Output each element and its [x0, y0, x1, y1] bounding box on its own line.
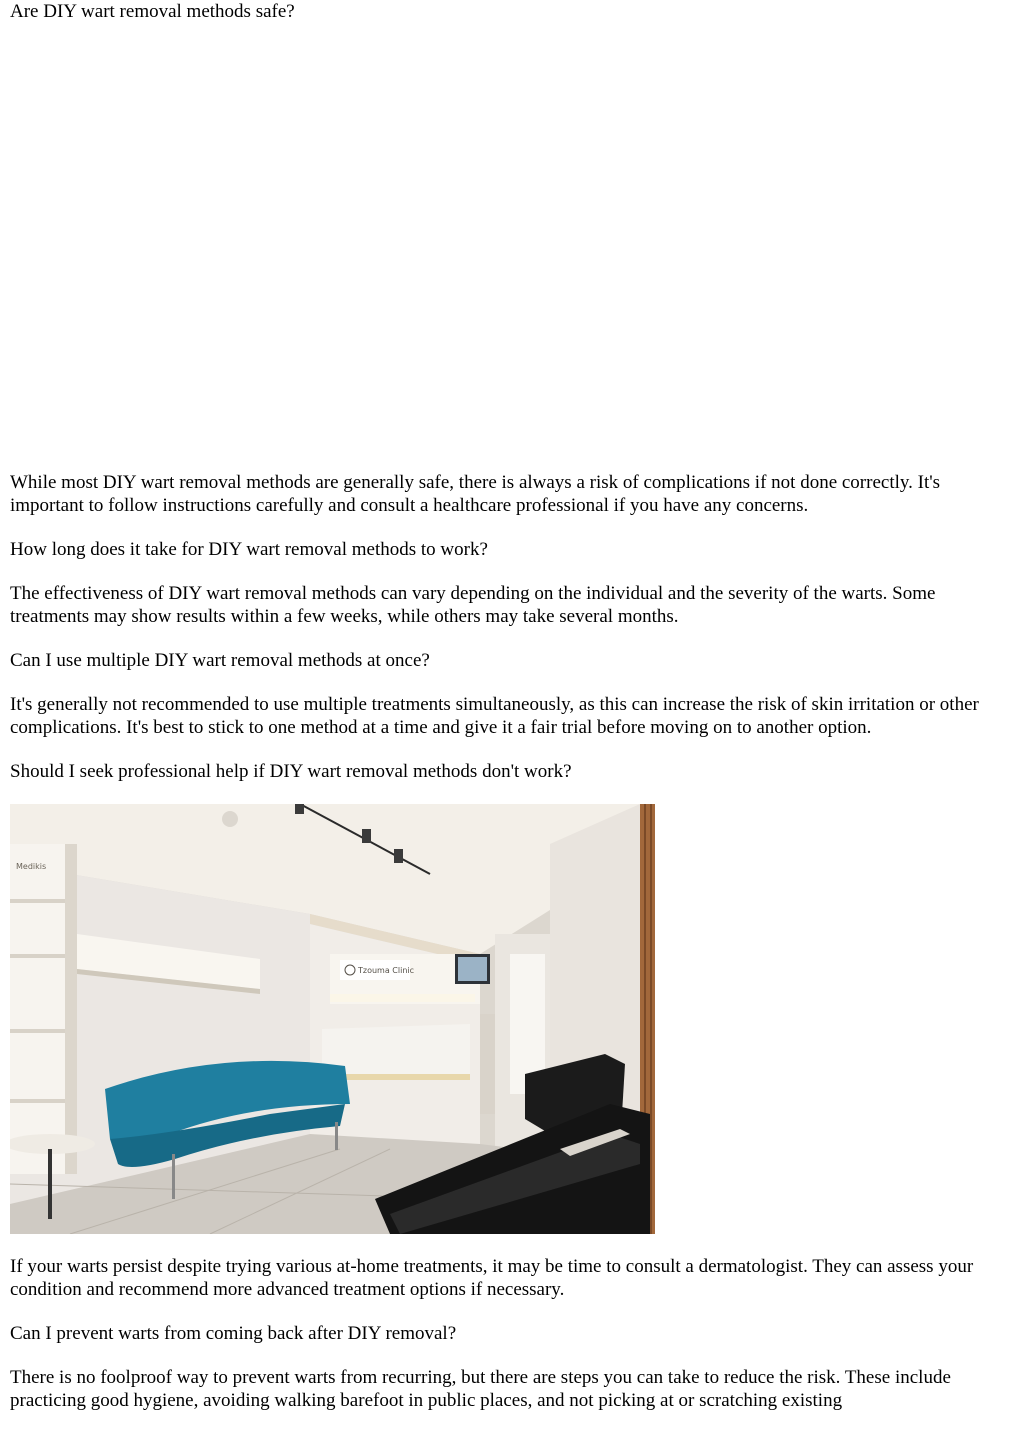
faq-question-safety: Are DIY wart removal methods safe? — [10, 1, 295, 22]
shelf-label: Medikis — [16, 862, 47, 871]
faq-question-professional: Should I seek professional help if DIY wart removal methods don't work? — [10, 761, 572, 782]
blank-image-area — [10, 23, 1018, 471]
clinic-sign: Tzouma Clinic — [358, 966, 415, 975]
faq-question-duration: How long does it take for DIY wart removal methods to work? — [10, 539, 488, 560]
clinic-waiting-room-photo — [10, 804, 655, 1234]
faq-answer-prevention: There is no foolproof way to prevent warts from recurring, but there are steps you can take to reduce the risk. These include practicing good hygiene, avoiding walking barefoot in public places, and not picking at or scratching existing — [10, 1367, 951, 1411]
faq-answer-professional: If your warts persist despite trying various at-home treatments, it may be time to consult a dermatologist. They can assess your condition and recommend more advanced treatment options if necessary. — [10, 1256, 974, 1300]
faq-question-multiple: Can I use multiple DIY wart removal methods at once? — [10, 650, 430, 671]
faq-question-prevention: Can I prevent warts from coming back after DIY removal? — [10, 1323, 457, 1344]
faq-answer-duration: The effectiveness of DIY wart removal methods can vary depending on the individual and the severity of the warts. Some treatments may show results within a few weeks, while others may take several months. — [10, 583, 936, 627]
article — [10, 0, 1018, 1412]
faq-answer-safety: While most DIY wart removal methods are generally safe, there is always a risk of complications if not done correctly. It's important to follow instructions carefully and consult a healthcare professional if you have any concerns. — [10, 472, 941, 516]
faq-answer-multiple: It's generally not recommended to use multiple treatments simultaneously, as this can increase the risk of skin irritation or other complications. It's best to stick to one method at a time and give it a fair trial before moving on to another option. — [10, 694, 979, 738]
